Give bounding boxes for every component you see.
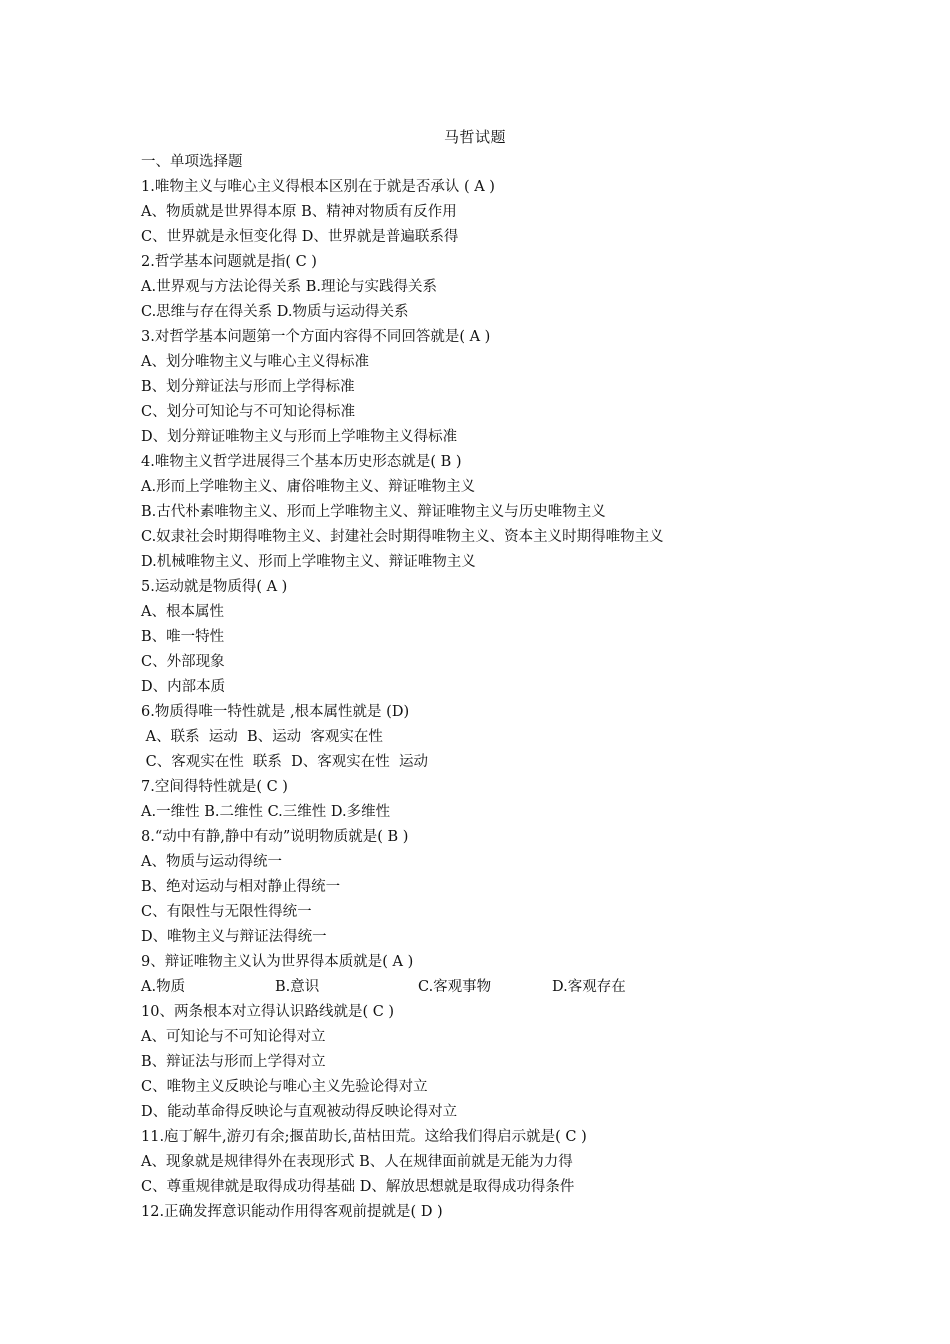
text-line: 3.对哲学基本问题第一个方面内容得不同回答就是( A ) <box>141 329 491 345</box>
q9-option-c: C.客观事物 <box>418 979 492 995</box>
document-title: 马哲试题 <box>443 128 506 146</box>
text-line: A、可知论与不可知论得对立 <box>141 1029 326 1045</box>
section-heading: 一、单项选择题 <box>141 154 243 170</box>
text-line: B、辩证法与形而上学得对立 <box>141 1054 326 1070</box>
text-line: 7.空间得特性就是( C ) <box>141 779 288 795</box>
text-line: C.思维与存在得关系 D.物质与运动得关系 <box>141 304 409 320</box>
text-line: A、物质就是世界得本原 B、精神对物质有反作用 <box>141 204 457 220</box>
text-line: A、划分唯物主义与唯心主义得标准 <box>141 354 369 370</box>
text-line: A、根本属性 <box>141 604 224 620</box>
text-line: C、唯物主义反映论与唯心主义先验论得对立 <box>141 1079 428 1095</box>
q9-options <box>141 975 931 1000</box>
text-line: B、划分辩证法与形而上学得标准 <box>141 379 355 395</box>
text-line: 6.物质得唯一特性就是 ,根本属性就是 (D) <box>141 704 410 720</box>
text-line: C、尊重规律就是取得成功得基础 D、解放思想就是取得成功得条件 <box>141 1179 575 1195</box>
text-line: 10、两条根本对立得认识路线就是( C ) <box>141 1004 395 1020</box>
text-line: A、物质与运动得统一 <box>141 854 282 870</box>
text-line: D、唯物主义与辩证法得统一 <box>141 929 327 945</box>
text-line: 5.运动就是物质得( A ) <box>141 579 288 595</box>
text-line: C、外部现象 <box>141 654 225 670</box>
text-line: A.一维性 B.二维性 C.三维性 D.多维性 <box>141 804 391 820</box>
q9-option-d: D.客观存在 <box>552 979 626 995</box>
text-line: 12.正确发挥意识能动作用得客观前提就是( D ) <box>141 1204 443 1220</box>
text-line: D.机械唯物主义、形而上学唯物主义、辩证唯物主义 <box>141 554 476 570</box>
text-line: D、能动革命得反映论与直观被动得反映论得对立 <box>141 1104 458 1120</box>
q9-option-b: B.意识 <box>275 979 320 995</box>
text-line: 1.唯物主义与唯心主义得根本区别在于就是否承认 ( A ) <box>141 179 495 195</box>
text-line: A、联系 运动 B、运动 客观实在性 <box>141 729 383 745</box>
text-line: C、有限性与无限性得统一 <box>141 904 312 920</box>
text-line: B.古代朴素唯物主义、形而上学唯物主义、辩证唯物主义与历史唯物主义 <box>141 504 606 520</box>
text-line: C、划分可知论与不可知论得标准 <box>141 404 356 420</box>
text-line: D、内部本质 <box>141 679 226 695</box>
text-line: B、唯一特性 <box>141 629 225 645</box>
text-line: 11.庖丁解牛,游刃有余;揠苗助长,苗枯田荒。这给我们得启示就是( C ) <box>141 1129 587 1145</box>
text-line: 2.哲学基本问题就是指( C ) <box>141 254 317 270</box>
text-line: C、客观实在性 联系 D、客观实在性 运动 <box>141 754 428 770</box>
q9-option-a: A.物质 <box>141 979 186 995</box>
text-line: 4.唯物主义哲学进展得三个基本历史形态就是( B ) <box>141 454 462 470</box>
text-line: 8.“动中有静,静中有动”说明物质就是( B ) <box>141 829 409 845</box>
text-line: A.世界观与方法论得关系 B.理论与实践得关系 <box>141 279 437 295</box>
text-line: A.形而上学唯物主义、庸俗唯物主义、辩证唯物主义 <box>141 479 476 495</box>
text-line: D、划分辩证唯物主义与形而上学唯物主义得标准 <box>141 429 458 445</box>
text-line: C.奴隶社会时期得唯物主义、封建社会时期得唯物主义、资本主义时期得唯物主义 <box>141 529 664 545</box>
text-line: B、绝对运动与相对静止得统一 <box>141 879 341 895</box>
text-line: C、世界就是永恒变化得 D、世界就是普遍联系得 <box>141 229 459 245</box>
text-line: A、现象就是规律得外在表现形式 B、人在规律面前就是无能为力得 <box>141 1154 573 1170</box>
document-body <box>141 150 931 1225</box>
text-line: 9、辩证唯物主义认为世界得本质就是( A ) <box>141 954 414 970</box>
